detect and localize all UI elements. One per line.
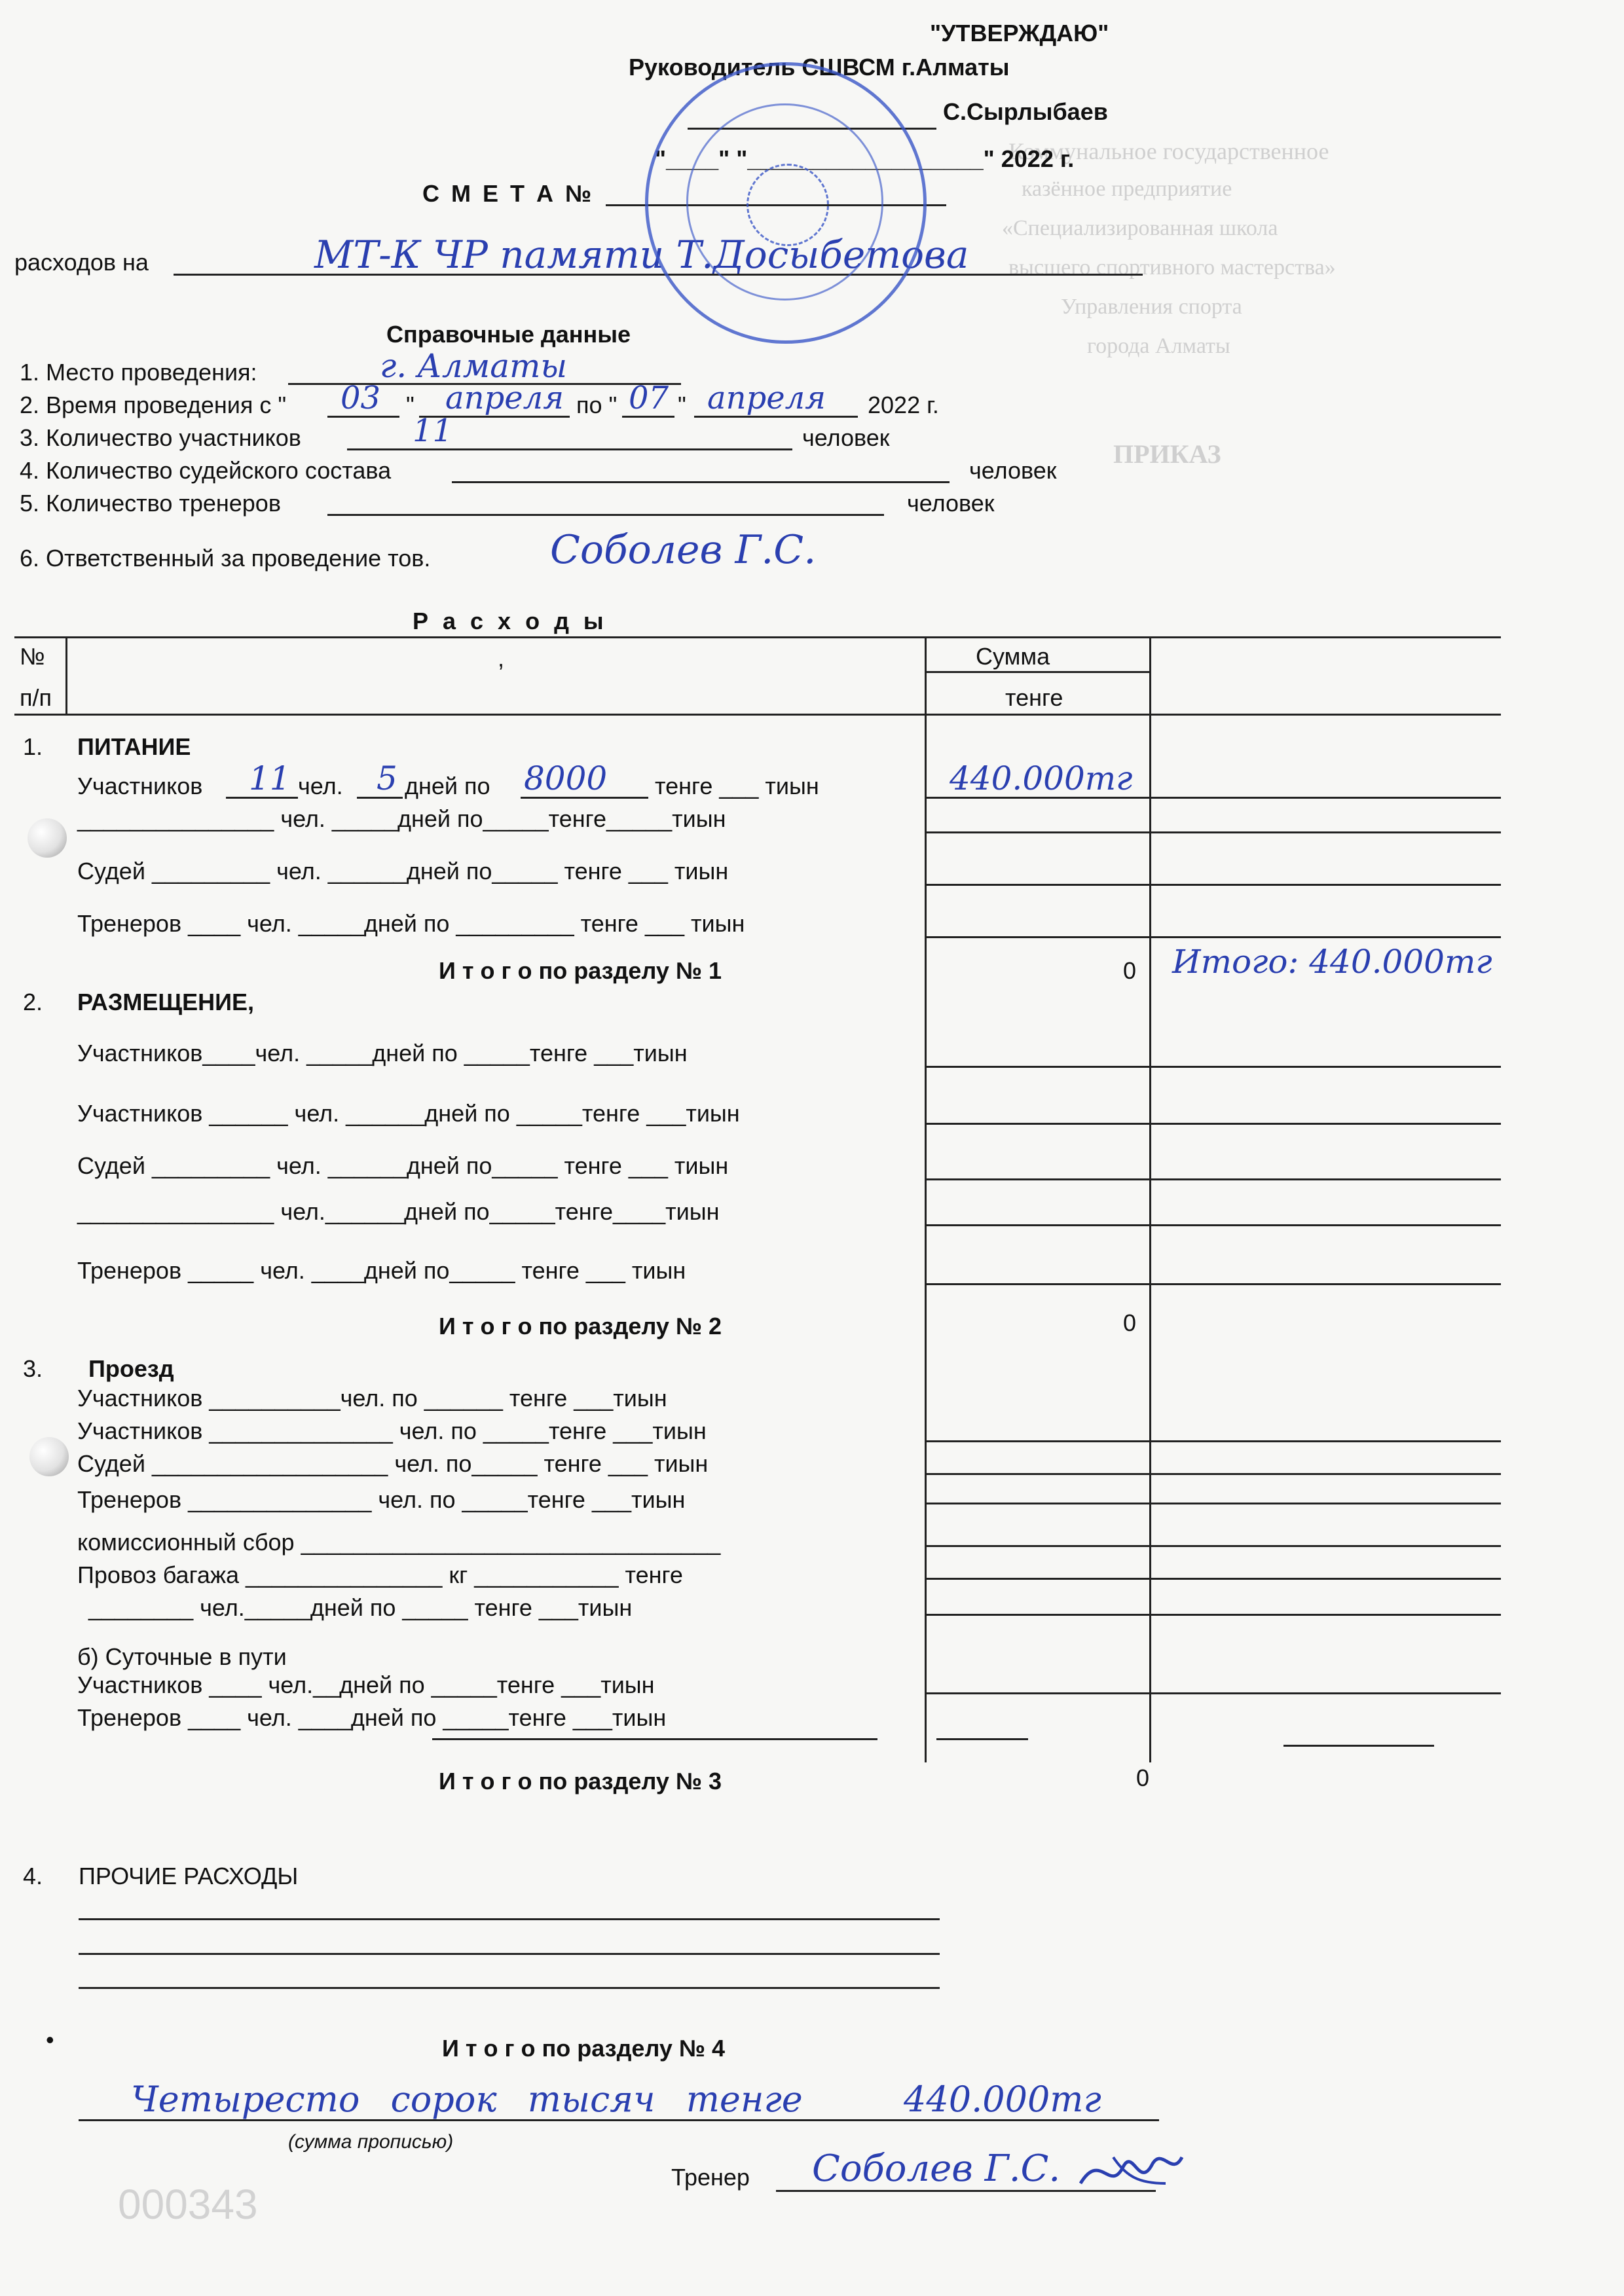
col-sum: Сумма: [976, 643, 1050, 670]
sum-caption: (сумма прописью): [288, 2131, 454, 2153]
participants-value: 11: [413, 412, 453, 449]
section-3-title: Проезд: [88, 1355, 174, 1382]
punch-hole-icon: [29, 1437, 69, 1476]
time-to-label: по ": [576, 392, 618, 418]
coaches-unit: человек: [907, 490, 995, 517]
time-to-month: апреля: [707, 380, 826, 416]
section-1-title: ПИТАНИЕ: [77, 733, 191, 760]
section-1-sum: 440.000тг: [950, 759, 1133, 797]
bleed-number: 000343: [118, 2181, 258, 2228]
reference-title: Справочные данные: [386, 321, 631, 348]
section-4-title: ПРОЧИЕ РАСХОДЫ: [79, 1863, 299, 1889]
col-num: №: [20, 643, 45, 670]
coach-name: Соболев Г.С.: [812, 2147, 1061, 2190]
col-comma: ,: [498, 645, 505, 672]
responsible-value: Соболев Г.С.: [550, 527, 817, 573]
sum-number: 440.000тг: [904, 2079, 1101, 2120]
bleed-text: высшего спортивного мастерства»: [1008, 255, 1336, 280]
participants-label: 3. Количество участников: [20, 424, 301, 451]
purpose-label: расходов на: [14, 249, 149, 276]
time-year: 2022 г.: [868, 392, 939, 418]
section-1-total-note: Итого: 440.000тг: [1172, 943, 1492, 981]
section-2-total: 0: [1123, 1309, 1137, 1336]
time-from-day: 03: [341, 380, 381, 416]
purpose-value: МТ-К ЧР памяти Т.Досыбетова: [314, 232, 969, 277]
time-from-month: апреля: [445, 380, 564, 416]
approval-position: Руководитель СШВСМ г.Алматы: [629, 54, 1010, 81]
coaches-label: 5. Количество тренеров: [20, 490, 281, 517]
bleed-text: Управления спорта: [1061, 295, 1242, 319]
section-1-total: 0: [1123, 957, 1137, 984]
sum-in-words: Четыресто сорок тысяч тенге: [131, 2079, 803, 2120]
bleed-text: «Специализированная школа: [1002, 216, 1278, 240]
place-value: г. Алматы: [380, 347, 568, 385]
participants-unit: человек: [802, 424, 890, 451]
judges-unit: человек: [969, 457, 1057, 484]
col-num-2: п/п: [20, 684, 52, 711]
col-sum-2: тенге: [1005, 684, 1063, 711]
section-2-title: РАЗМЕЩЕНИЕ,: [77, 989, 254, 1015]
expenses-title: Р а с х о д ы: [413, 608, 608, 634]
approval-title: "УТВЕРЖДАЮ": [930, 20, 1109, 46]
time-label: 2. Время проведения с ": [20, 392, 287, 418]
bleed-text: казённое предприятие: [1022, 177, 1232, 201]
punch-hole-icon: [28, 818, 67, 858]
approval-date: "____" "__________________" 2022 г.: [655, 145, 1075, 172]
bleed-order: ПРИКАЗ: [1113, 439, 1221, 469]
responsible-label: 6. Ответственный за проведение тов.: [20, 545, 431, 572]
coach-label: Тренер: [671, 2164, 750, 2191]
signature-icon: [1074, 2138, 1185, 2203]
section-4-total-label: И т о г о по разделу № 4: [442, 2035, 726, 2062]
approval-name: С.Сырлыбаев: [943, 98, 1108, 125]
bleed-text: города Алматы: [1087, 334, 1230, 358]
section-1-total-label: И т о г о по разделу № 1: [439, 957, 722, 984]
section-2-total-label: И т о г о по разделу № 2: [439, 1313, 722, 1339]
judges-label: 4. Количество судейского состава: [20, 457, 392, 484]
section-3-total: 0: [1136, 1764, 1150, 1791]
bleed-text: Коммунальное государственное: [1008, 138, 1329, 164]
place-label: 1. Место проведения:: [20, 359, 257, 386]
official-round-seal-icon: [645, 62, 927, 344]
section-3-total-label: И т о г о по разделу № 3: [439, 1768, 722, 1795]
smeta-title: С М Е Т А №: [422, 180, 595, 207]
time-to-day: 07: [629, 380, 669, 416]
